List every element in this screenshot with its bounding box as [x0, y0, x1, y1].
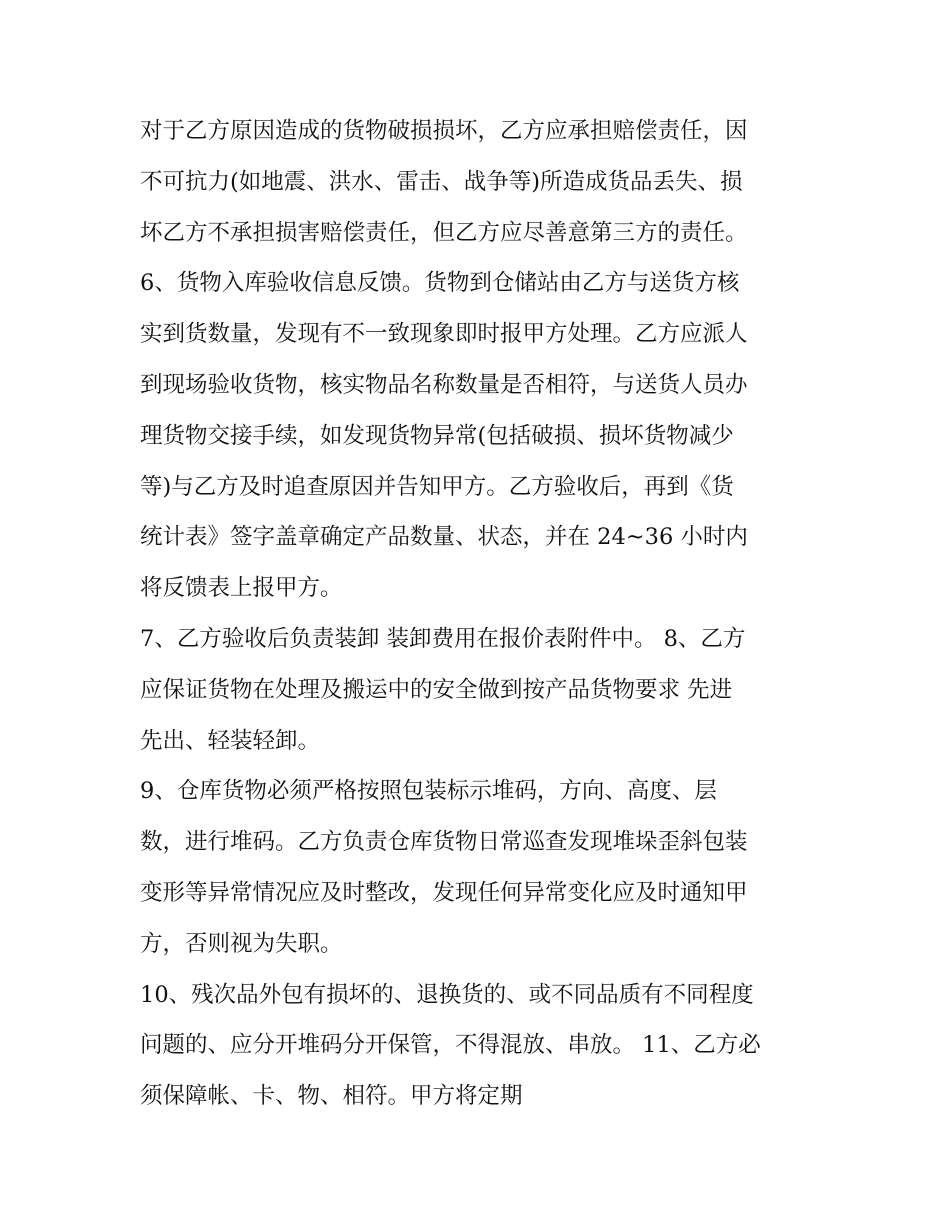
text-line: 实到货数量，发现有不一致现象即时报甲方处理。乙方应派人: [140, 321, 748, 348]
text-line: 对于乙方原因造成的货物破损损坏，乙方应承担赔偿责任，因: [140, 118, 748, 144]
text-line: 坏乙方不承担损害赔偿责任，但乙方应尽善意第三方的责任。: [140, 219, 748, 246]
text-line: 等)与乙方及时追查原因并告知甲方。乙方验收后，再到《货: [140, 473, 734, 500]
text-line: 数，进行堆码。乙方负责仓库货物日常巡查发现堆垛歪斜包装: [140, 829, 748, 856]
text-line: 方，否则视为失职。: [140, 930, 343, 957]
text-line: 理货物交接手续，如发现货物异常(包括破损、损坏货物减少: [140, 422, 734, 449]
text-line: 不可抗力(如地震、洪水、雷击、战争等)所造成货品丢失、损: [140, 168, 743, 195]
text-line: 应保证货物在处理及搬运中的安全做到按产品货物要求 先进: [140, 676, 733, 703]
text-line: 问题的、应分开堆码分开保管，不得混放、串放。 11、乙方必: [140, 1032, 761, 1059]
text-line: 变形等异常情况应及时整改，发现任何异常变化应及时通知甲: [140, 879, 748, 906]
text-line: 先出、轻装轻卸。: [140, 727, 321, 754]
text-line: 统计表》签字盖章确定产品数量、状态，并在 24~36 小时内: [140, 524, 748, 551]
body-text: [140, 106, 820, 1122]
text-line: 到现场验收货物，核实物品名称数量是否相符，与送货人员办: [140, 371, 748, 398]
text-line: 将反馈表上报甲方。: [140, 575, 343, 602]
text-line: 10、残次品外包有损坏的、退换货的、或不同品质有不同程度: [140, 981, 754, 1008]
text-line: 须保障帐、卡、物、相符。甲方将定期: [140, 1083, 523, 1110]
text-line: 9、仓库货物必须严格按照包装标示堆码，方向、高度、层: [140, 778, 717, 805]
text-line: 7、乙方验收后负责装卸 装卸费用在报价表附件中。 8、乙方: [140, 625, 746, 652]
text-line: 6、货物入库验收信息反馈。货物到仓储站由乙方与送货方核: [140, 270, 740, 297]
